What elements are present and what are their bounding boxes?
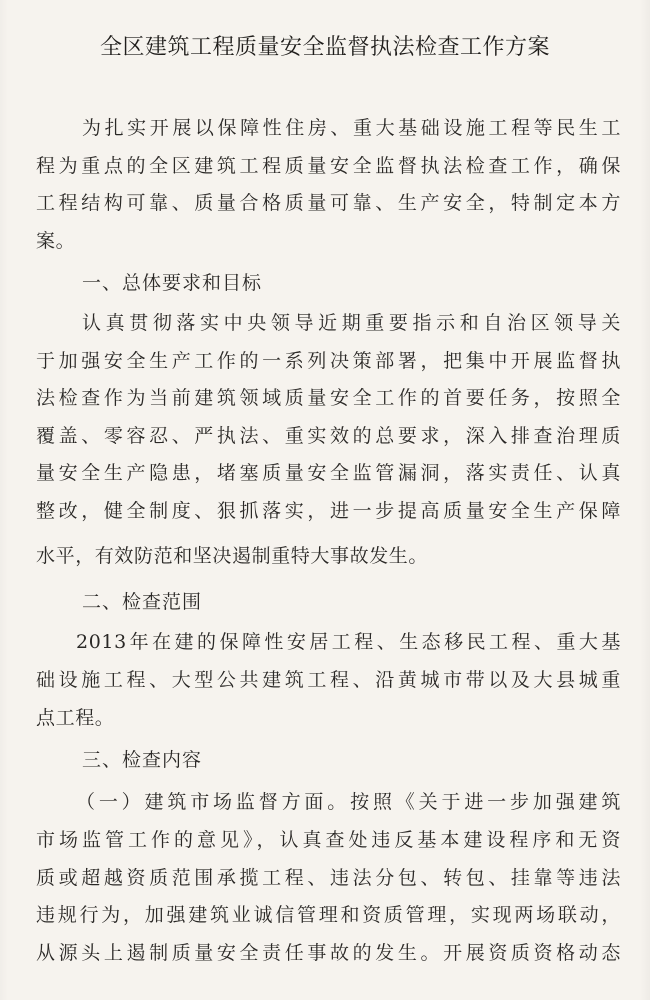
section1-line-6: 整改，健全制度、狠抓落实，进一步提高质量安全生产保障 <box>36 500 621 522</box>
section3-line-5: 从源头上遏制质量安全责任事故的发生。开展资质资格动态 <box>36 942 621 964</box>
section1-line-7: 水平，有效防范和坚决遏制重特大事故发生。 <box>36 545 429 567</box>
section2-heading: 二、检查范围 <box>82 591 203 613</box>
section1-line-4: 覆盖、零容忍、严执法、重实效的总要求，深入排查治理质 <box>36 425 621 447</box>
section1-line-2: 于加强安全生产工作的一系列决策部署，把集中开展监督执 <box>36 350 621 372</box>
section3-heading: 三、检查内容 <box>82 749 203 771</box>
section1-line-1: 认真贯彻落实中央领导近期重要指示和自治区领导关 <box>82 312 621 334</box>
intro-line-3: 工程结构可靠、质量合格质量可靠、生产安全，特制定本方 <box>36 192 621 214</box>
section1-line-5: 量安全生产隐患，堵塞质量安全监管漏洞，落实责任、认真 <box>36 462 621 484</box>
section1-line-3: 法检查作为当前建筑领域质量安全工作的首要任务，按照全 <box>36 387 621 409</box>
section3-line-1: （一）建筑市场监督方面。按照《关于进一步加强建筑 <box>76 791 621 813</box>
section1-heading: 一、总体要求和目标 <box>82 272 263 294</box>
section3-line-2: 市场监管工作的意见》，认真查处违反基本建设程序和无资 <box>36 829 621 851</box>
section2-line-2: 础设施工程、大型公共建筑工程、沿黄城市带以及大县城重 <box>36 669 621 691</box>
document-title: 全区建筑工程质量安全监督执法检查工作方案 <box>99 35 550 60</box>
section2-line-3: 点工程。 <box>36 707 115 729</box>
section3-line-4: 违规行为，加强建筑业诚信管理和资质管理，实现两场联动， <box>36 904 621 926</box>
section2-line-1: 2013年在建的保障性安居工程、生态移民工程、重大基 <box>76 631 621 653</box>
intro-line-4: 案。 <box>36 230 76 252</box>
intro-line-2: 程为重点的全区建筑工程质量安全监督执法检查工作，确保 <box>36 155 621 177</box>
intro-line-1: 为扎实开展以保障性住房、重大基础设施工程等民生工 <box>82 117 621 139</box>
section3-line-3: 质或超越资质范围承揽工程、违法分包、转包、挂靠等违法 <box>36 867 621 889</box>
